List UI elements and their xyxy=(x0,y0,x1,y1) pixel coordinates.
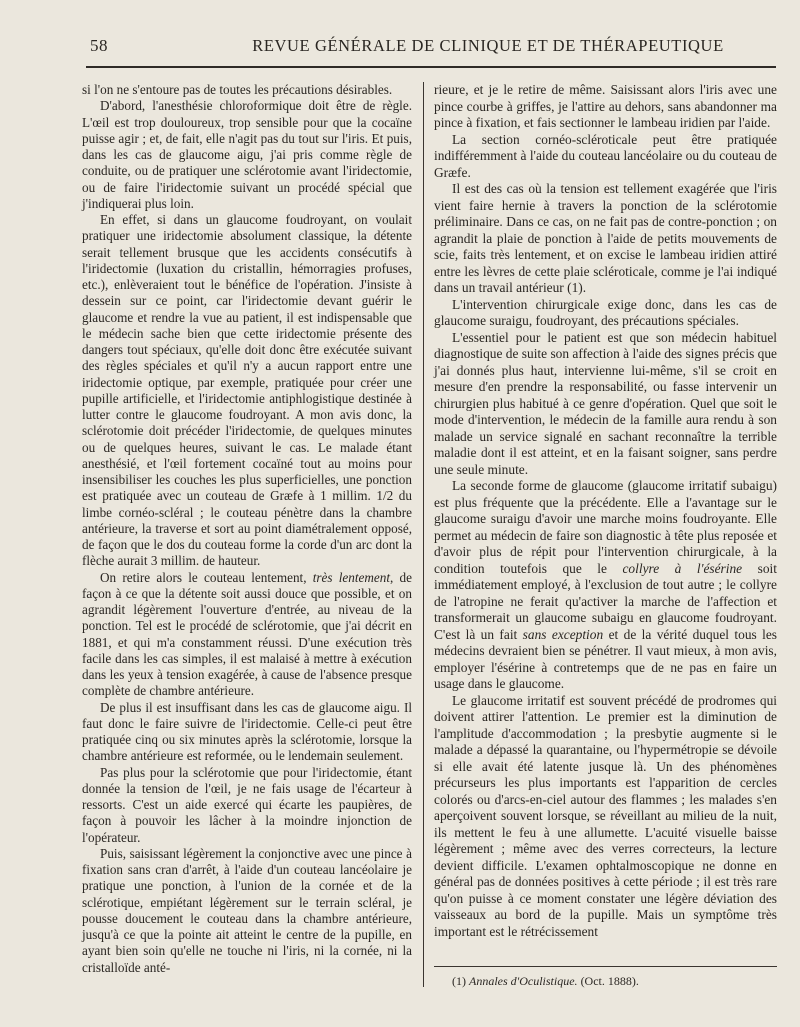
paragraph: D'abord, l'anesthésie chloroformique doit être de règle. L'œil est trop douloureux, trop sensible pour que la cocaïne puisse agir ; et, de fait, elle n'agit pas du tout sur l'iris. Et puis, dans les cas de glaucome aigu, j'ai pris comme règle de conduite, ou de pratiquer une sclérotomie avant l'iridectomie, ou de faire l'iridectomie suivant un procédé spécial que j'indiquerai plus loin. xyxy=(82,98,412,211)
footnote-date: (Oct. 1888). xyxy=(580,974,639,988)
paragraph: Pas plus pour la sclérotomie que pour l'iridectomie, étant donnée la tension de l'œil, je ne fais usage de l'écarteur à ressorts. C'est un aide exercé qui écarte les paupières, de façon à pouvoir les lâcher à la moindre injonction de l'opérateur. xyxy=(82,764,412,845)
paragraph: L'intervention chirurgicale exige donc, dans les cas de glaucome suraigu, foudroyant, des précautions spéciales. xyxy=(434,296,777,328)
header-rule xyxy=(86,66,776,68)
paragraph: rieure, et je le retire de même. Saisissant alors l'iris avec une pince courbe à griffes, je l'attire au dehors, sans abandonner ma pince à fixation, et fais sectionner le lambeau iridien par l'aide. xyxy=(434,82,777,130)
page-header xyxy=(90,36,776,58)
footnote xyxy=(452,974,772,988)
text-run: On retire alors le couteau lentement, xyxy=(100,569,313,585)
text-run: , de façon à ce que la détente soit aussi douce que possible, et on agrandit légèrement l'ouverture d'entrée, au niveau de la ponction. Tel est le procédé de sclérotomie, que j'ai décrit en 1881, et qui m'a constamment réussi. D'une exécution très facile dans les cas simples, il est malaisé à mettre à exécution dans les yeux à tension exagérée, à cause de l'absence presque complète de chambre antérieure. xyxy=(82,569,413,699)
text-run: La seconde forme de glaucome (glaucome irritatif subaigu) est plus fréquente que la précédente. Elle a l'avantage sur le glaucome suraigu d'avoir une marche moins foudroyante. Elle permet au médecin de faire son diagnostic à tête plus reposée et d'avoir plus de répit pour l'intervention chirurgicale, à la condition toutefois que le xyxy=(434,478,777,576)
paragraph: Il est des cas où la tension est tellement exagérée que l'iris vient faire hernie à travers la ponction de la sclérotomie préliminaire. Dans ce cas, on ne fait pas de contre-ponction ; on agrandit la plaie de ponction à l'aide de petits mouvements de scie, faits très lentement, et on excise le lambeau iridien attiré entre les lèvres de cette plaie scléroticale, comme je l'ai indiqué dans un travail antérieur (1). xyxy=(434,181,777,295)
paragraph: L'essentiel pour le patient est que son médecin habituel diagnostique de suite son affection à l'aide des signes précis que j'ai donnés plus haut, intervienne lui-même, s'il se croit en mesure d'en prendre la responsabilité, ou fasse intervenir un chirurgien plus habitué à ce genre d'opération. Quel que soit le mode d'intervention, le médecin de la famille aura rendu à son malade un service signalé en sachant reconnaître la terrible maladie dont il est atteint, et en la faisant soigner, sans perdre une seule minute. xyxy=(434,329,777,477)
left-column xyxy=(82,82,412,976)
paragraph: Le glaucome irritatif est souvent précédé de prodromes qui doivent attirer l'attention. Le premier est la diminution de l'amplitude d'accommodation ; la presbytie augmente si le malade a dépassé la quarantaine, ou l'hypermétropie se dévoile si elle avait été latente jusque là. Un des phénomènes précurseurs les plus importants est l'apparition de cercles colorés ou d'arcs-en-ciel autour des flammes ; les malades s'en aperçoivent souvent lorsque, se réveillant au milieu de la nuit, ils mettent le feu à une allumette. L'acuité visuelle baisse légèrement ; même avec des verres correcteurs, la lecture devient difficile. L'examen ophtalmoscopique ne donne en général pas de données positives à cette période ; il est très rare qu'on puisse à ce moment constater une légère déviation des vaisseaux au bord de la pupille. Mais un symptôme très important est le rétrécissement xyxy=(434,692,777,939)
right-column xyxy=(434,82,777,940)
text-run: soit immédiatement employé, à l'exclusion de tout autre ; le collyre de l'atropine ne ferait qu'activer la marche de l'affection et transformerait un glaucome subaigu en glaucome foudroyant. C'est là un fait xyxy=(434,560,777,642)
italic-text: très lentement xyxy=(312,569,391,585)
paragraph: En effet, si dans un glaucome foudroyant, on voulait pratiquer une iridectomie absolument classique, la détente serait tellement brusque que les accidents consécutifs à l'iridectomie (luxation du cristallin, hémorragies profuses, etc.), enlèveraient tout le bénéfice de l'opération. J'insiste à dessein sur ce point, car l'iridectomie devant guérir le glaucome et rendre la vue au patient, il est indispensable que le médecin sache bien que cette iridectomie présente des dangers tout spéciaux, qu'elle doit donc être exécutée suivant des règles spéciales et qu'il n'y a aucun rapport entre une iridectomie optique, par exemple, pratiquée pour créer une pupille artificielle, et l'iridectomie antiphlogistique destinée à lutter contre le glaucome foudroyant. A mon avis donc, la sclérotomie doit précéder l'iridectomie, de quelques minutes ou de quelques heures, suivant le cas. Le malade étant anesthésié, et l'œil fortement cocaïné tout au moins pour insensibiliser les couches les plus superficielles, une ponction est pratiquée avec un couteau de Græfe à 1 millim. 1/2 du limbe cornéo-scléral ; le couteau pénètre dans la chambre antérieure, la traverse et sort au point diamétralement opposé, de façon que le dos du couteau forme la corde d'un arc dont la flèche aurait 3 millim. de hauteur. xyxy=(82,212,412,569)
running-title: REVUE GÉNÉRALE DE CLINIQUE ET DE THÉRAPEUTIQUE xyxy=(252,36,724,55)
text-run: et de la vérité duquel tous les médecins devraient bien se pénétrer. Il vaut mieux, à mon avis, employer l'ésérine à contretemps que de ne pas en faire un usage dans le glaucome. xyxy=(434,626,777,691)
paragraph xyxy=(82,570,412,700)
page-number: 58 xyxy=(90,36,108,55)
footnote-rule xyxy=(434,966,777,967)
footnote-source: Annales d'Oculistique. xyxy=(469,974,578,988)
footnote-marker: (1) xyxy=(452,974,466,988)
paragraph xyxy=(434,478,777,693)
paragraph: De plus il est insuffisant dans les cas de glaucome aigu. Il faut donc le faire suivre de l'iridectomie. Celle-ci peut être pratiquée cinq ou six minutes après la sclérotomie, lorsque la chambre antérieure est reformée, ou le lendemain seulement. xyxy=(82,699,412,764)
paragraph: Puis, saisissant légèrement la conjonctive avec une pince à fixation sans cran d'arrêt, à l'aide d'un couteau lancéolaire je pratique une ponction, à l'union de la cornée et de la sclérotique, empiétant légèrement sur le terrain scléral, je pousse doucement le couteau dans la chambre antérieure, jusqu'à ce que la pointe ait atteint le centre de la pupille, en ayant bien soin qu'elle ne touche ni l'iris, ni la cornée, ni la cristalloïde anté- xyxy=(82,845,412,975)
paragraph: si l'on ne s'entoure pas de toutes les précautions désirables. xyxy=(82,82,393,97)
italic-text: sans exception xyxy=(522,626,604,642)
italic-text: collyre à l'ésérine xyxy=(622,560,743,576)
column-divider xyxy=(423,82,424,987)
paragraph: La section cornéo-scléroticale peut être pratiquée indifféremment à l'aide du couteau lancéolaire ou du couteau de Græfe. xyxy=(434,131,777,180)
